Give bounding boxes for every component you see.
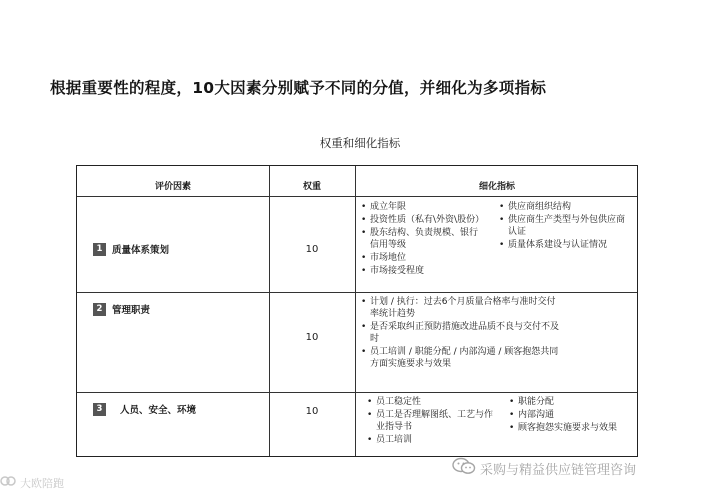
watermark-right [452, 457, 636, 479]
table-title: 权重和细化指标 [319, 136, 401, 150]
indicator-item: • 员工稳定性 [367, 396, 499, 408]
indicator-item: • 员工培训 / 职能分配 / 内部沟通 / 顾客抱怨共同方面实施要求与效果 [361, 346, 561, 370]
weight-value: 10 [305, 244, 319, 255]
row-number-badge: 3 [93, 403, 106, 416]
indicator-item: • 股东结构、负责规模、银行信用等级 [361, 227, 481, 251]
indicator-list [499, 201, 627, 252]
indicator-item: • 成立年限 [361, 201, 481, 213]
indicator-item: • 员工是否理解图纸、工艺与作业指导书 [367, 409, 499, 433]
weight-value: 10 [305, 332, 319, 343]
indicator-item: • 员工培训 [367, 434, 499, 446]
page-headline: 根据重要性的程度，10大因素分别赋予不同的分值，并细化为多项指标 [50, 79, 547, 97]
watermark-left [0, 474, 64, 491]
indicator-list [361, 296, 561, 371]
indicator-item: • 供应商组织结构 [499, 201, 627, 213]
wechat-icon [452, 457, 476, 479]
indicator-list [361, 201, 485, 278]
weight-value: 10 [305, 406, 319, 417]
column-divider [355, 166, 356, 456]
watermark-right-text: 采购与精益供应链管理咨询 [480, 462, 637, 478]
indicator-item: • 投资性质（私有\外资\股份） [361, 214, 481, 226]
indicator-item: • 供应商生产类型与外包供应商认证 [499, 214, 627, 238]
indicator-item: • 内部沟通 [509, 409, 635, 421]
brand-logo-icon [0, 474, 16, 491]
row-number-badge: 2 [93, 303, 106, 316]
header-row-divider [77, 196, 637, 197]
header-indicators: 细化指标 [478, 182, 515, 192]
factor-cell [93, 302, 150, 316]
row-divider [77, 392, 637, 393]
indicator-item: • 是否采取纠正预防措施改进品质不良与交付不及时 [361, 321, 561, 345]
indicator-item: • 市场接受程度 [361, 265, 481, 277]
indicator-item: • 质量体系建设与认证情况 [499, 239, 627, 251]
factor-cell [93, 402, 196, 416]
evaluation-table [76, 165, 638, 457]
row-divider [77, 292, 637, 293]
indicator-item: • 计划 / 执行：过去6个月质量合格率与准时交付率统计趋势 [361, 296, 561, 320]
factor-label: 质量体系策划 [112, 245, 170, 256]
indicator-item: • 职能分配 [509, 396, 635, 408]
watermark-left-text: 大欧陪跑 [20, 476, 64, 490]
indicator-item: • 市场地位 [361, 252, 481, 264]
row-number-badge: 1 [93, 243, 106, 256]
indicator-item: • 顾客抱怨实施要求与效果 [509, 422, 635, 434]
header-weight: 权重 [302, 182, 321, 192]
indicator-list [367, 396, 499, 447]
indicator-list [509, 396, 635, 435]
header-factor: 评价因素 [154, 182, 191, 192]
factor-cell [93, 242, 169, 256]
factor-label: 人员、安全、环境 [120, 405, 197, 416]
factor-label: 管理职责 [112, 305, 151, 316]
